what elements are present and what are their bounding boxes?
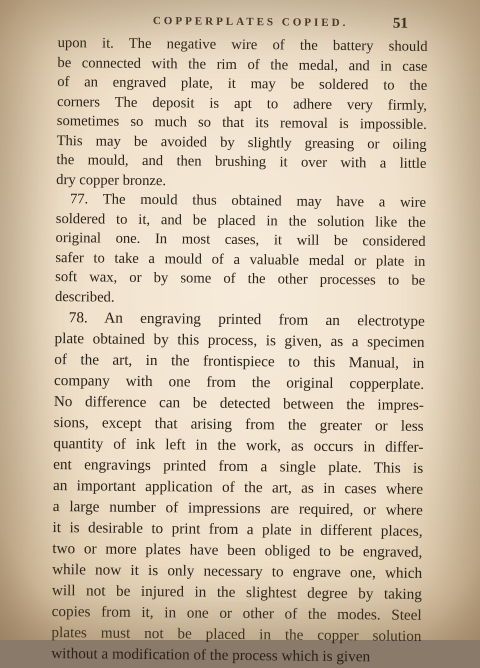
body-text	[51, 34, 428, 668]
text-line: original one. In most cases, it will be considered	[55, 230, 426, 250]
text-line: 78. An engraving printed from an electrotype	[68, 309, 425, 330]
text-line: be connected with the rim of the medal, and in case	[57, 54, 428, 75]
text-line: while now it is only necessary to engrave one, which	[52, 561, 423, 582]
text-line: plates must not be placed in the copper solution	[51, 624, 422, 645]
running-head: COPPERPLATES COPIED.	[152, 15, 349, 30]
text-line: company with one from the original copperplate.	[54, 372, 425, 393]
text-line: ent engravings printed from a single plate. This is	[53, 456, 424, 477]
text-line: an important application of the art, as in cases where	[52, 477, 424, 498]
text-line: dry copper bronze.	[56, 171, 167, 189]
text-line: will not be injured in the slightest degree by taking	[51, 582, 422, 603]
page-header	[58, 8, 428, 38]
text-line: sions, except that arising from the greater or less	[53, 414, 424, 435]
page-number: 51	[392, 15, 408, 32]
text-line: plate obtained by this process, is given, as a specimen	[54, 330, 425, 351]
text-line: This may be avoided by slightly greasing or oiling	[56, 132, 427, 153]
text-line: the mould, and then brushing it over with a little	[56, 152, 427, 172]
text-line: soldered to it, and be placed in the solution like the	[55, 210, 426, 231]
text-line: two or more plates have been obliged to be engraved,	[52, 540, 423, 561]
text-line: quantity of ink left in the work, as occurs in differ-	[53, 435, 424, 456]
text-line: of an engraved plate, it may be soldered to the	[57, 74, 428, 94]
text-line: without a modification of the process which is given	[51, 645, 371, 666]
book-page	[51, 8, 428, 666]
text-line: upon it. The negative wire of the battery should	[57, 35, 428, 55]
paragraph	[51, 307, 425, 668]
text-line: No difference can be detected between the impres-	[53, 393, 424, 414]
text-line: of the art, in the frontispiece to this Manual, in	[54, 351, 425, 372]
text-line: soft wax, or by some of the other processes to be	[55, 269, 426, 289]
text-line: copies from it, in one or other of the modes. Steel	[51, 603, 422, 624]
text-line: 77. The mould thus obtained may have a wire	[69, 191, 427, 211]
text-line: sometimes so much so that its removal is impossible.	[56, 113, 427, 133]
paragraph	[56, 34, 428, 194]
paragraph	[55, 190, 426, 311]
text-line: safer to take a mould of a valuable medal or plate in	[55, 249, 426, 270]
text-line: a large number of impressions are required, or where	[52, 498, 423, 519]
text-line: it is desirable to print from a plate in different places,	[52, 519, 423, 540]
text-line: described.	[54, 288, 115, 306]
text-line: corners The deposit is apt to adhere very firmly,	[56, 93, 428, 114]
